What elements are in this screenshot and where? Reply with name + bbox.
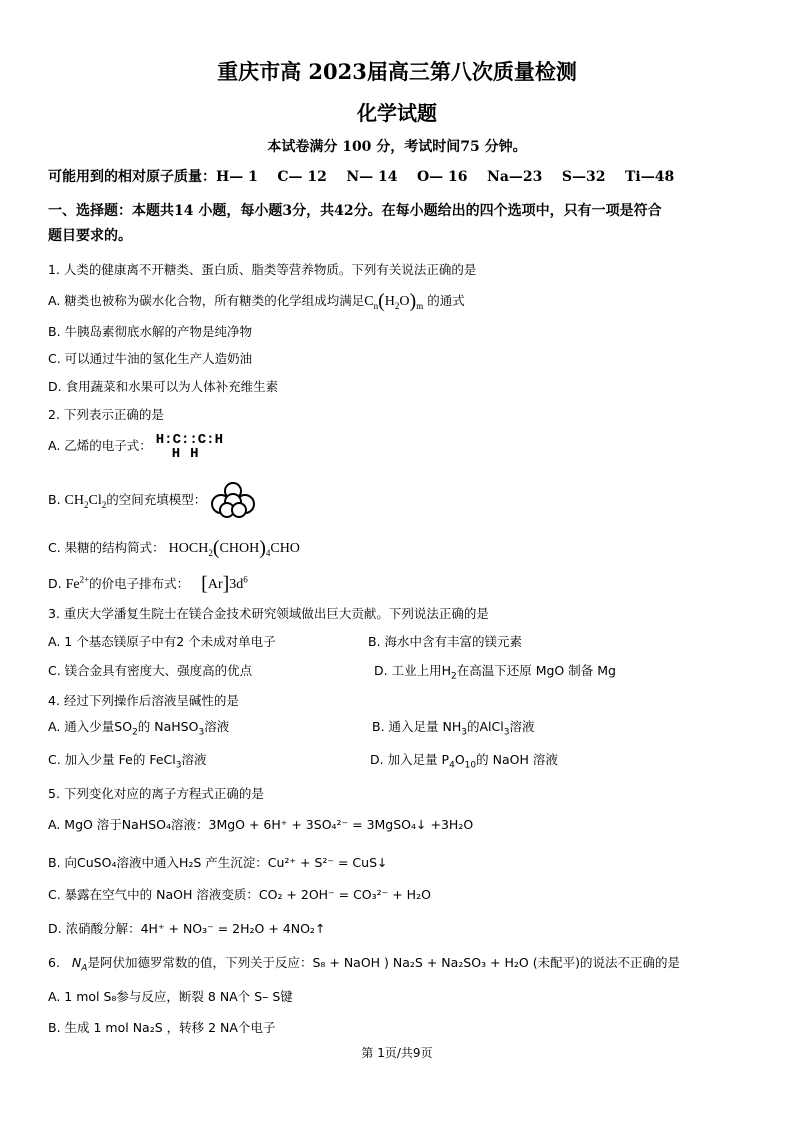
q2-d-text: 的价电子排布式： (89, 576, 190, 591)
q2-d-label: D. (48, 576, 62, 591)
q1-option-d: D. 食用蔬菜和水果可以为人体补充维生素 (48, 379, 279, 394)
q1-option-a (48, 290, 465, 313)
section-heading-line2: 题目要求的。 (48, 228, 132, 244)
subject-title: 化学试题 (357, 101, 437, 125)
q5-option-b: B. 向CuSO₄溶液中通入H₂S 产生沉淀：Cu²⁺ + S²⁻ = CuS↓ (48, 855, 388, 870)
q4-stem: 4. 经过下列操作后溶液呈碱性的是 (48, 693, 239, 708)
space-filling-model-icon (210, 480, 256, 518)
q2-option-a (48, 432, 223, 464)
q1-option-b: B. 牛胰岛素彻底水解的产物是纯净物 (48, 324, 253, 339)
q6-option-b: B. 生成 1 mol Na₂S ，转移 2 NA个电子 (48, 1020, 276, 1035)
q2-stem: 2. 下列表示正确的是 (48, 407, 164, 422)
q5-option-a: A. MgO 溶于NaHSO₄溶液：3MgO + 6H⁺ + 3SO₄²⁻ = 3MgSO₄↓ +3H₂O (48, 817, 474, 832)
q2-c-formula: $HOCH_2(CHOH)_4CHO$ (168, 537, 300, 559)
q3-option-b: B. 海水中含有丰富的镁元素 (368, 634, 523, 649)
q5-option-d: D. 浓硝酸分解：4H⁺ + NO₃⁻ = 2H₂O + 4NO₂↑ (48, 921, 326, 936)
q1-a-text: A. 糖类也被称为碳水化合物，所有糖类的化学组成均满足 (48, 293, 365, 308)
q2-option-b (48, 480, 256, 518)
exam-title: 重庆市高 2023届高三第八次质量检测 (217, 59, 577, 84)
q2-a-label: A. 乙烯的电子式： (48, 438, 152, 453)
q2-option-d (48, 573, 248, 596)
q6-stem: 6. $N_A$是阿伏加德罗常数的值，下列关于反应：S₈ + NaOH ) Na₂S + Na₂SO₃ + H₂O (未配平)的说法不正确的是 (48, 955, 680, 974)
q6-option-a: A. 1 mol S₈参与反应，断裂 8 NA个 S– S键 (48, 989, 293, 1004)
ethylene-electron-formula: H:C::C:H HH (155, 432, 223, 462)
q2-b-label: B. (48, 492, 61, 507)
q2-c-label: C. 果糖的结构简式： (48, 540, 165, 555)
q1-stem: 1. 人类的健康离不开糖类、蛋白质、脂类等营养物质。下列有关说法正确的是 (48, 262, 477, 277)
q3-stem: 3. 重庆大学潘复生院士在镁合金技术研究领域做出巨大贡献。下列说法正确的是 (48, 606, 489, 621)
atomic-masses-values: H— 1 C— 12 N— 14 O— 16 Na—23 S—32 Ti—48 (216, 169, 675, 185)
q3-option-a: A. 1 个基态镁原子中有2 个未成对单电子 (48, 634, 276, 649)
q1-option-c: C. 可以通过牛油的氢化生产人造奶油 (48, 351, 253, 366)
q4-option-d: D. 加入足量 $P_4O_{10}$的 NaOH 溶液 (370, 752, 558, 771)
page-footer: 第 1页/共9页 (361, 1046, 433, 1060)
q2-option-c (48, 537, 300, 560)
atomic-masses-line (48, 166, 674, 186)
q2-d-ion: $Fe^{2+}$ (65, 574, 90, 592)
q1-a-tail: 的通式 (427, 293, 465, 308)
q2-b-formula: $CH_2Cl_2$ (64, 493, 107, 510)
q1-a-formula: $C_n(H_2O)_m$ (364, 290, 424, 312)
q3-option-d: D. 工业上用$H_2$在高温下还原 MgO 制备 Mg (374, 663, 616, 682)
q2-b-text: 的空间充填模型： (106, 492, 207, 507)
q5-stem: 5. 下列变化对应的离子方程式正确的是 (48, 786, 264, 801)
q5-option-c: C. 暴露在空气中的 NaOH 溶液变质：CO₂ + 2OH⁻ = CO₃²⁻ + H₂O (48, 887, 431, 902)
q2-d-config: $[Ar]3d^6$ (201, 573, 248, 595)
q4-option-c: C. 加入少量 Fe的 FeCl$_3$溶液 (48, 752, 207, 771)
section-heading-line1: 一、选择题：本题共14 小题，每小题3分，共42分。在每小题给出的四个选项中，只有一项是符合 (48, 203, 662, 219)
exam-info: 本试卷满分 100 分，考试时间75 分钟。 (267, 139, 527, 155)
q4-option-b: B. 通入足量 $NH_3$的AlCl$_3$溶液 (372, 719, 535, 738)
q4-option-a: A. 通入少量$SO_2$的 NaHSO$_3$溶液 (48, 719, 230, 738)
q3-option-c: C. 镁合金具有密度大、强度高的优点 (48, 663, 253, 678)
atomic-masses-label: 可能用到的相对原子质量： (48, 169, 216, 185)
